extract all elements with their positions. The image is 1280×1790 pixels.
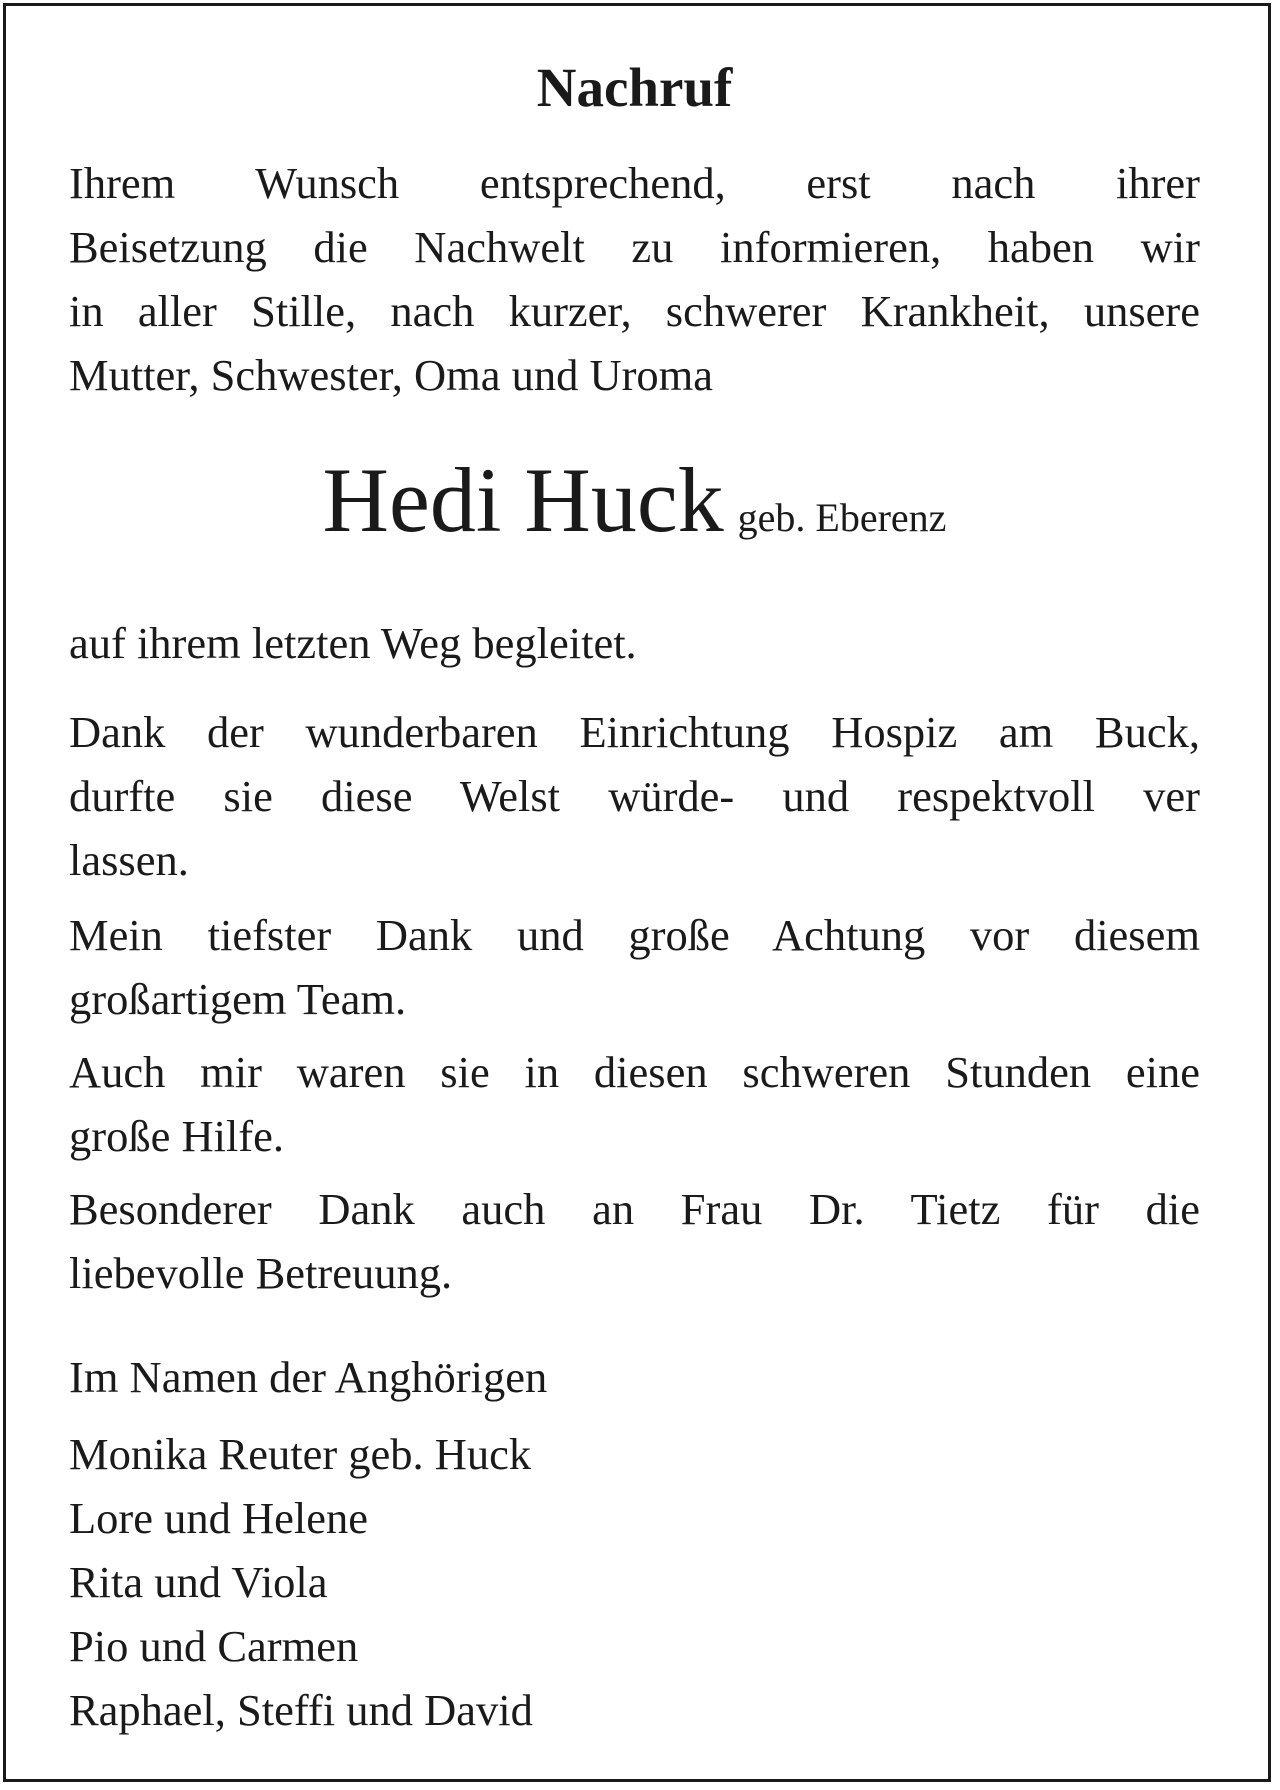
thanks-line: lassen. <box>69 835 189 885</box>
intro-line: Beisetzung die Nachwelt zu informieren, haben wir <box>69 222 1200 272</box>
thanks-line: liebevolle Betreuung. <box>69 1248 453 1298</box>
obituary-title: Nachruf <box>536 57 733 118</box>
thanks-line: Besonderer Dank auch an Frau Dr. Tietz für die <box>69 1184 1200 1234</box>
thanks-paragraph-hospice <box>69 700 1200 892</box>
signatory: Raphael, Steffi und David <box>69 1685 533 1735</box>
signatory: Pio und Carmen <box>69 1621 359 1671</box>
thanks-line: großartigem Team. <box>69 974 407 1024</box>
thanks-paragraph-doctor <box>69 1177 1200 1305</box>
intro-line: Ihrem Wunsch entsprechend, erst nach ihrer <box>69 158 1200 208</box>
signatory: Monika Reuter geb. Huck <box>69 1429 532 1479</box>
intro-line: in aller Stille, nach kurzer, schwerer Krankheit, unsere <box>69 286 1200 336</box>
intro-paragraph <box>69 151 1200 407</box>
signature-intro: Im Namen der Anghörigen <box>69 1352 548 1402</box>
deceased-maiden-name: geb. Eberenz <box>737 495 947 540</box>
thanks-line: große Hilfe. <box>69 1111 285 1161</box>
signatory: Rita und Viola <box>69 1557 328 1607</box>
thanks-paragraph-team <box>69 903 1200 1031</box>
thanks-line: Mein tiefster Dank und große Achtung vor diesem <box>69 910 1200 960</box>
signatory: Lore und Helene <box>69 1493 369 1543</box>
thanks-line: Auch mir waren sie in diesen schweren Stunden eine <box>69 1047 1200 1097</box>
thanks-paragraph-help <box>69 1040 1200 1168</box>
closing-line: auf ihrem letzten Weg begleitet. <box>69 618 637 668</box>
intro-line: Mutter, Schwester, Oma und Uroma <box>69 350 714 400</box>
deceased-name: Hedi Huck <box>322 449 724 551</box>
thanks-line: durfte sie diese Welst würde- und respektvoll ver <box>69 771 1200 821</box>
deceased-name-line <box>69 445 1200 555</box>
thanks-line: Dank der wunderbaren Einrichtung Hospiz am Buck, <box>69 707 1200 757</box>
